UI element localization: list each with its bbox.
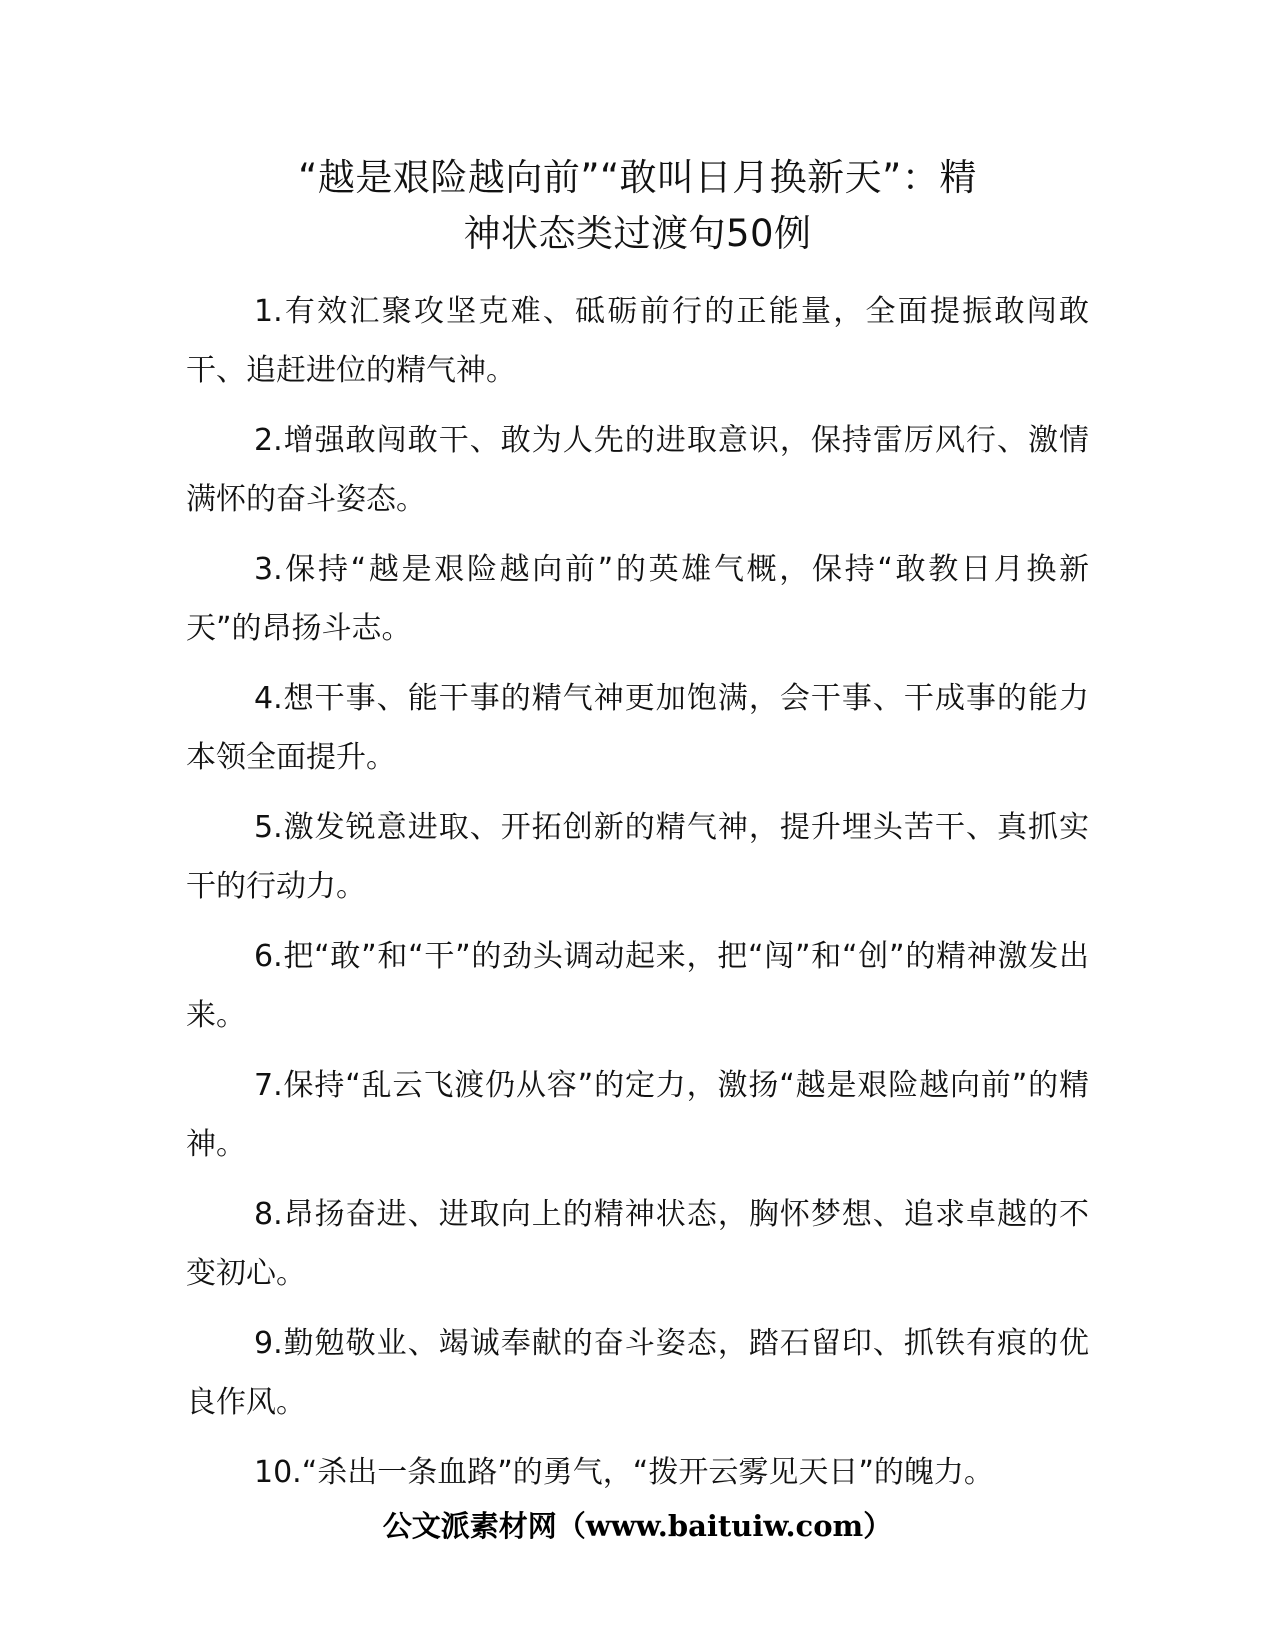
paragraph-1: 1.有效汇聚攻坚克难、砥砺前行的正能量，全面提振敢闯敢干、追赶进位的精气神。 <box>186 294 1089 388</box>
paragraph-7: 7.保持“乱云飞渡仍从容”的定力，激扬“越是艰险越向前”的精神。 <box>186 1068 1089 1162</box>
paragraph-10: 10.“杀出一条血路”的勇气，“拨开云雾见天日”的魄力。 <box>254 1455 994 1490</box>
paragraph-8: 8.昂扬奋进、进取向上的精神状态，胸怀梦想、追求卓越的不变初心。 <box>186 1197 1089 1291</box>
paragraph-4: 4.想干事、能干事的精气神更加饱满，会干事、干成事的能力本领全面提升。 <box>186 681 1089 775</box>
paragraph-2: 2.增强敢闯敢干、敢为人先的进取意识，保持雷厉风行、激情满怀的奋斗姿态。 <box>186 423 1089 517</box>
title-line-1: “越是艰险越向前”“敢叫日月换新天”：精 <box>298 156 977 199</box>
title-line-2: 神状态类过渡句50例 <box>463 212 812 255</box>
paragraph-9: 9.勤勉敬业、竭诚奉献的奋斗姿态，踏石留印、抓铁有痕的优良作风。 <box>186 1326 1089 1420</box>
paragraph-3: 3.保持“越是艰险越向前”的英雄气概，保持“敢教日月换新天”的昂扬斗志。 <box>186 552 1089 646</box>
document-title <box>186 150 1089 262</box>
footer-watermark: 公文派素材网（www.baituiw.com） <box>382 1509 893 1543</box>
paragraph-5: 5.激发锐意进取、开拓创新的精气神，提升埋头苦干、真抓实干的行动力。 <box>186 810 1089 904</box>
document-body <box>186 282 1089 1513</box>
paragraph-6: 6.把“敢”和“干”的劲头调动起来，把“闯”和“创”的精神激发出来。 <box>186 939 1089 1033</box>
